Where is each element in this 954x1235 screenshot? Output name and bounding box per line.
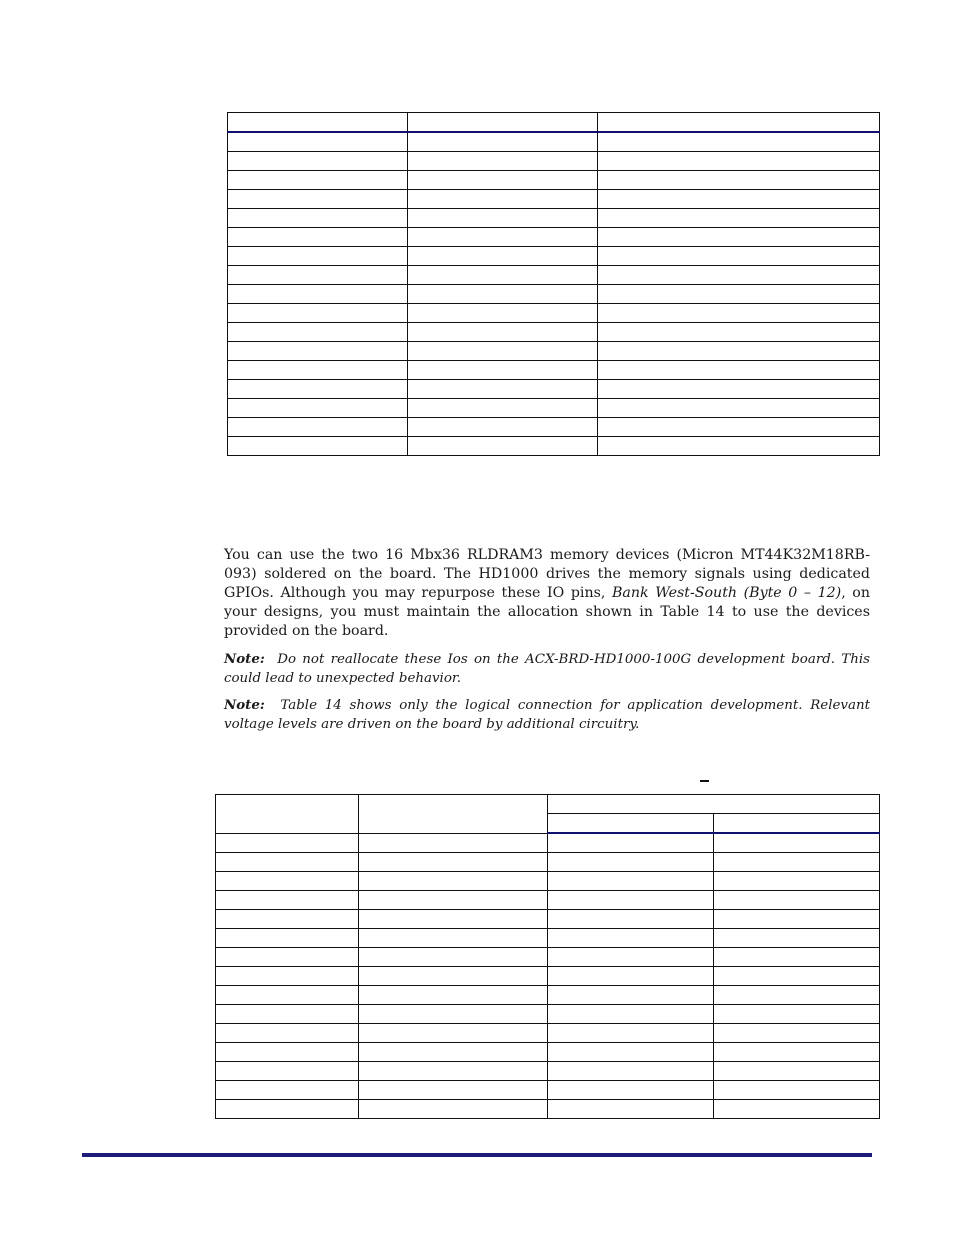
table-cell: [228, 437, 408, 456]
table-cell: [408, 113, 598, 133]
table-row: [228, 399, 880, 418]
table-cell: [714, 1005, 880, 1024]
table-row: [216, 967, 880, 986]
table-cell: [359, 891, 548, 910]
table-row: [216, 872, 880, 891]
table-row: [228, 342, 880, 361]
table-cell: [408, 247, 598, 266]
table-cell: [359, 986, 548, 1005]
table-cell: [408, 190, 598, 209]
table-cell: [359, 967, 548, 986]
bottom-table-head: [216, 795, 880, 834]
paragraph-text-start: You can use the two 16 Mbx36 RLDRAM3 memory devices (Micron MT44K32M18RB-093) soldered on the board. The HD1000 drives the memory signals using dedicated GPIOs. Although you may repurpose these IO pins,: [224, 547, 870, 601]
table-cell: [548, 929, 714, 948]
top-table: [227, 112, 880, 456]
table-row: [228, 285, 880, 304]
note-label: Note:: [224, 651, 265, 667]
table-cell: [408, 361, 598, 380]
table-cell: [359, 1005, 548, 1024]
table-cell: [598, 361, 880, 380]
table-cell: [216, 948, 359, 967]
table-cell: [408, 266, 598, 285]
table-cell: [714, 1062, 880, 1081]
table-cell: [598, 323, 880, 342]
table-cell: [548, 967, 714, 986]
table-cell: [598, 266, 880, 285]
table-cell: [548, 948, 714, 967]
table-cell: [216, 1024, 359, 1043]
table-row: [216, 1005, 880, 1024]
table-cell: [598, 418, 880, 437]
table-row: [228, 209, 880, 228]
table-cell: [548, 986, 714, 1005]
table-cell: [714, 853, 880, 872]
table-cell: [359, 1081, 548, 1100]
table-cell: [714, 891, 880, 910]
table-header-cell: [216, 795, 359, 834]
table-cell: [408, 418, 598, 437]
table-cell: [548, 853, 714, 872]
table-row: [228, 266, 880, 285]
table-cell: [216, 833, 359, 853]
table-cell: [216, 1005, 359, 1024]
table-header-cell: [548, 795, 880, 814]
table-row: [228, 152, 880, 171]
table-cell: [228, 228, 408, 247]
table-cell: [359, 910, 548, 929]
table-cell: [598, 152, 880, 171]
table-row: [228, 323, 880, 342]
table-cell: [548, 910, 714, 929]
table-cell: [598, 247, 880, 266]
table-cell: [548, 1081, 714, 1100]
table-cell: [714, 967, 880, 986]
table-row: [228, 190, 880, 209]
table-cell: [216, 910, 359, 929]
table-cell: [228, 190, 408, 209]
table-cell: [598, 228, 880, 247]
table-cell: [408, 152, 598, 171]
table-header-cell: [714, 814, 880, 834]
note-text: Table 14 shows only the logical connection for application development. Relevant voltage levels are driven on the board by additional circuitry.: [224, 698, 870, 732]
table-cell: [359, 853, 548, 872]
table-cell: [408, 304, 598, 323]
paragraph-pins-italic: Bank West-South (Byte 0 – 12): [611, 585, 842, 601]
table-cell: [408, 228, 598, 247]
table-cell: [408, 323, 598, 342]
bottom-table-body: [216, 833, 880, 1119]
table-cell: [408, 380, 598, 399]
table-cell: [714, 833, 880, 853]
table-cell: [216, 891, 359, 910]
table-row: [228, 247, 880, 266]
table-cell: [216, 1043, 359, 1062]
table-cell: [408, 132, 598, 152]
table-cell: [359, 1024, 548, 1043]
note-label: Note:: [224, 697, 265, 713]
table-row: [228, 304, 880, 323]
table-row: [228, 132, 880, 152]
table-row: [216, 986, 880, 1005]
table-cell: [228, 152, 408, 171]
table-row: [216, 910, 880, 929]
note-reallocate: [224, 650, 870, 688]
table-cell: [598, 437, 880, 456]
table-cell: [216, 1081, 359, 1100]
table-cell: [598, 113, 880, 133]
table-cell: [228, 304, 408, 323]
table-cell: [598, 209, 880, 228]
table-cell: [548, 891, 714, 910]
table-cell: [714, 910, 880, 929]
rldram-paragraph: [224, 546, 870, 641]
table-header-cell: [359, 795, 548, 834]
table-row: [216, 929, 880, 948]
table-cell: [548, 1100, 714, 1119]
table-cell: [408, 285, 598, 304]
table-cell: [359, 872, 548, 891]
table-cell: [359, 1062, 548, 1081]
table-cell: [548, 1043, 714, 1062]
table-row: [216, 1062, 880, 1081]
footer-rule: [82, 1153, 872, 1157]
table-cell: [216, 1100, 359, 1119]
table-cell: [216, 872, 359, 891]
table-cell: [714, 1081, 880, 1100]
table-cell: [598, 171, 880, 190]
table-cell: [714, 1024, 880, 1043]
note-logical-connection: [224, 696, 870, 734]
table-row: [216, 1100, 880, 1119]
table-cell: [359, 1100, 548, 1119]
paragraph-text-end: , on your designs, you must maintain the allocation shown in Table 14 to use the devices provided on the board.: [224, 585, 870, 639]
table-cell: [228, 380, 408, 399]
table-cell: [408, 342, 598, 361]
table-cell: [228, 323, 408, 342]
table-cell: [228, 171, 408, 190]
table-cell: [216, 1062, 359, 1081]
table-row: [228, 418, 880, 437]
table-cell: [228, 266, 408, 285]
table-cell: [714, 1043, 880, 1062]
table-cell: [359, 929, 548, 948]
table-cell: [714, 948, 880, 967]
table-cell: [228, 285, 408, 304]
table-row: [216, 853, 880, 872]
table-cell: [228, 342, 408, 361]
table-cell: [598, 190, 880, 209]
table-cell: [598, 132, 880, 152]
table-row: [216, 1024, 880, 1043]
table-cell: [228, 209, 408, 228]
table-row: [216, 1043, 880, 1062]
table-row: [216, 891, 880, 910]
note-text: Do not reallocate these Ios on the ACX-BRD-HD1000-100G development board. This could lead to unexpected behavior.: [224, 652, 870, 686]
table-cell: [548, 872, 714, 891]
table-header-cell: [548, 814, 714, 834]
top-table-body: [228, 113, 880, 456]
table-cell: [714, 986, 880, 1005]
table-row: [228, 380, 880, 399]
table-cell: [548, 1005, 714, 1024]
table-cell: [714, 1100, 880, 1119]
table-row: [228, 361, 880, 380]
table-header-row: [228, 113, 880, 133]
table-cell: [598, 399, 880, 418]
table-cell: [714, 929, 880, 948]
table-cell: [548, 1024, 714, 1043]
table-header-row: [216, 795, 880, 814]
table-row: [216, 948, 880, 967]
table-cell: [408, 171, 598, 190]
table-cell: [216, 967, 359, 986]
table-row: [228, 171, 880, 190]
table-cell: [228, 113, 408, 133]
table-cell: [228, 247, 408, 266]
caption-dash-mark: [700, 780, 709, 782]
table-cell: [228, 132, 408, 152]
table-cell: [359, 948, 548, 967]
table-cell: [228, 399, 408, 418]
table-cell: [548, 833, 714, 853]
table-cell: [598, 342, 880, 361]
table-cell: [408, 399, 598, 418]
table-row: [216, 1081, 880, 1100]
table-cell: [228, 418, 408, 437]
table-cell: [359, 833, 548, 853]
table-cell: [216, 853, 359, 872]
table-row: [228, 228, 880, 247]
table-cell: [598, 304, 880, 323]
table-cell: [408, 437, 598, 456]
table-cell: [216, 929, 359, 948]
table-row: [216, 833, 880, 853]
table-cell: [598, 380, 880, 399]
table-cell: [598, 285, 880, 304]
table-cell: [216, 986, 359, 1005]
table-cell: [714, 872, 880, 891]
table-row: [228, 437, 880, 456]
bottom-table: [215, 794, 880, 1119]
table-cell: [548, 1062, 714, 1081]
table-cell: [359, 1043, 548, 1062]
table-cell: [228, 361, 408, 380]
table-cell: [408, 209, 598, 228]
